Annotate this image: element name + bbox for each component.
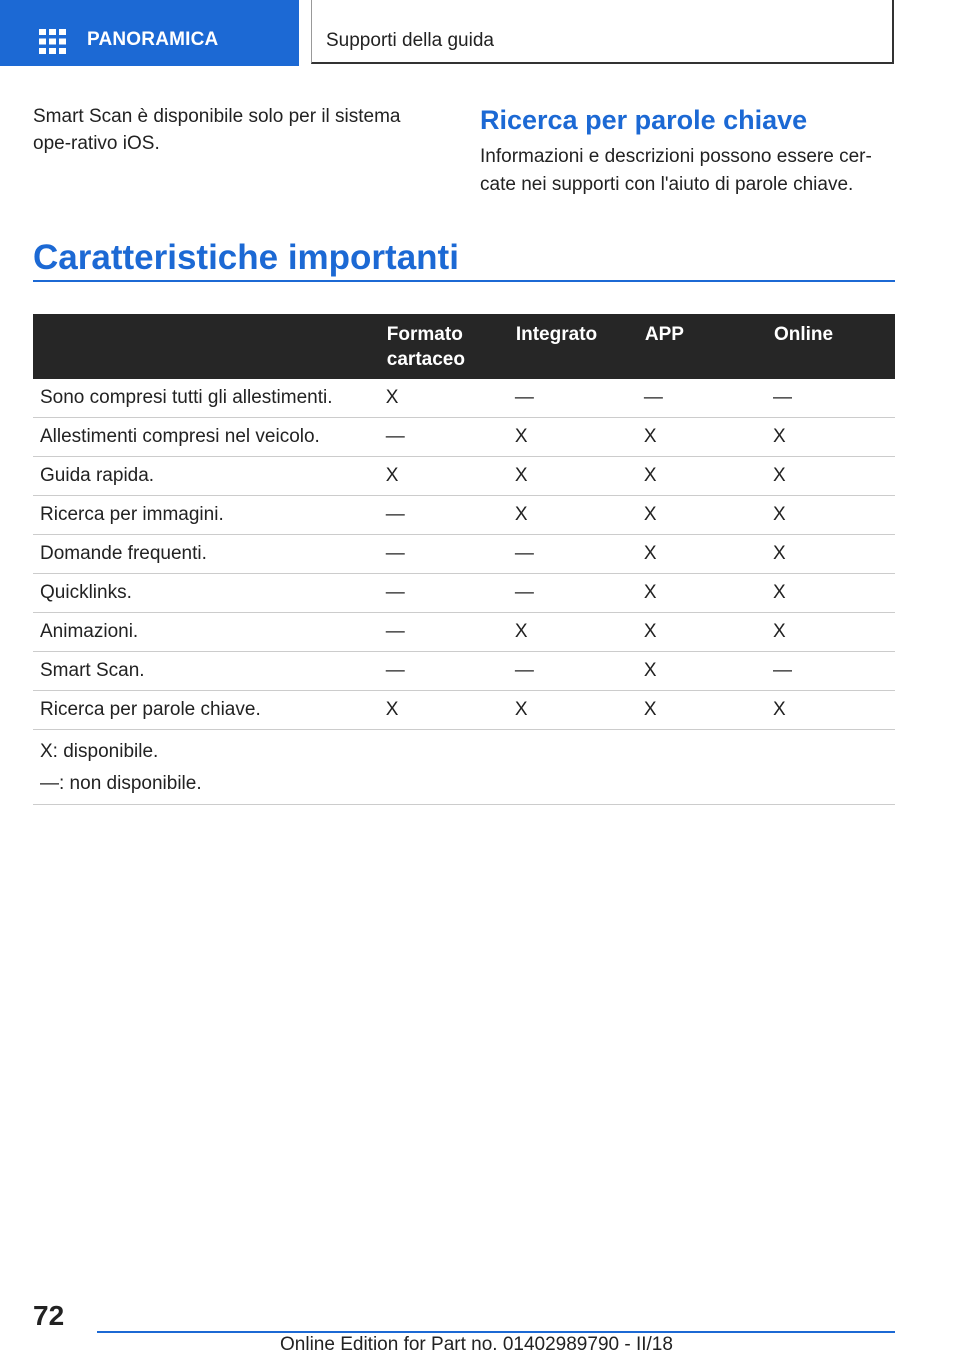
availability-cell: X xyxy=(766,535,895,574)
availability-cell: X xyxy=(379,691,508,730)
feature-cell: Quicklinks. xyxy=(33,574,379,613)
features-table xyxy=(33,314,895,805)
footer-divider xyxy=(97,1331,895,1333)
availability-cell: — xyxy=(379,652,508,691)
feature-cell: Ricerca per immagini. xyxy=(33,496,379,535)
page-number: 72 xyxy=(33,1300,65,1331)
availability-cell: — xyxy=(508,652,637,691)
feature-cell: Animazioni. xyxy=(33,613,379,652)
availability-cell: — xyxy=(766,652,895,691)
availability-cell: — xyxy=(508,574,637,613)
availability-cell: X xyxy=(766,613,895,652)
legend-cell xyxy=(33,730,895,805)
feature-cell: Ricerca per parole chiave. xyxy=(33,691,379,730)
availability-cell: X xyxy=(637,613,766,652)
availability-cell: — xyxy=(508,379,637,418)
availability-cell: X xyxy=(766,574,895,613)
availability-cell: — xyxy=(508,535,637,574)
availability-cell: X xyxy=(379,379,508,418)
feature-cell: Domande frequenti. xyxy=(33,535,379,574)
availability-cell: X xyxy=(766,691,895,730)
availability-cell: X xyxy=(766,457,895,496)
availability-cell: X xyxy=(637,691,766,730)
availability-cell: X xyxy=(508,613,637,652)
section-tab[interactable] xyxy=(311,0,894,64)
title-divider xyxy=(33,280,895,282)
table-row xyxy=(33,691,895,730)
smart-scan-note: Smart Scan è disponibile solo per il sistema ope-rativo iOS. xyxy=(33,106,401,154)
section-label: Supporti della guida xyxy=(326,30,494,51)
keyword-search-section xyxy=(480,103,900,199)
table-header-row xyxy=(33,314,895,379)
availability-cell: X xyxy=(637,535,766,574)
availability-cell: X xyxy=(766,418,895,457)
header-printed: Formato cartaceo xyxy=(379,314,508,379)
table-row xyxy=(33,418,895,457)
feature-cell: Smart Scan. xyxy=(33,652,379,691)
page-title: Caratteristiche importanti xyxy=(33,238,459,277)
table-row xyxy=(33,613,895,652)
availability-cell: X xyxy=(637,574,766,613)
feature-cell: Allestimenti compresi nel veicolo. xyxy=(33,418,379,457)
page-header xyxy=(0,0,960,66)
legend-available: X: disponibile. xyxy=(40,741,159,762)
table-row xyxy=(33,379,895,418)
availability-cell: X xyxy=(508,496,637,535)
nav-tab-panoramica[interactable] xyxy=(0,0,299,66)
availability-cell: X xyxy=(379,457,508,496)
keyword-search-title: Ricerca per parole chiave xyxy=(480,105,808,135)
table-row xyxy=(33,652,895,691)
legend-unavailable: —: non disponibile. xyxy=(40,773,202,794)
availability-cell: — xyxy=(379,535,508,574)
availability-cell: — xyxy=(637,379,766,418)
table-row xyxy=(33,457,895,496)
table-row xyxy=(33,574,895,613)
table-row xyxy=(33,496,895,535)
edition-text: Online Edition for Part no. 01402989790 - II/18 xyxy=(280,1334,673,1355)
availability-cell: X xyxy=(508,691,637,730)
availability-cell: — xyxy=(766,379,895,418)
header-integrated: Integrato xyxy=(508,314,637,379)
availability-cell: X xyxy=(637,652,766,691)
keyword-search-text: Informazioni e descrizioni possono essere cer-cate nei supporti con l'aiuto di parole chiave. xyxy=(480,146,872,195)
availability-cell: — xyxy=(379,613,508,652)
table-row xyxy=(33,535,895,574)
header-app: APP xyxy=(637,314,766,379)
availability-cell: — xyxy=(379,418,508,457)
availability-cell: X xyxy=(508,418,637,457)
feature-cell: Sono compresi tutti gli allestimenti. xyxy=(33,379,379,418)
availability-cell: X xyxy=(637,457,766,496)
nav-label: PANORAMICA xyxy=(87,29,219,50)
header-online: Online xyxy=(766,314,895,379)
feature-cell: Guida rapida. xyxy=(33,457,379,496)
availability-cell: — xyxy=(379,574,508,613)
header-feature xyxy=(33,314,379,379)
availability-cell: X xyxy=(637,418,766,457)
grid-icon xyxy=(39,29,66,54)
availability-cell: X xyxy=(637,496,766,535)
availability-cell: — xyxy=(379,496,508,535)
availability-cell: X xyxy=(508,457,637,496)
availability-cell: X xyxy=(766,496,895,535)
legend-row xyxy=(33,730,895,805)
